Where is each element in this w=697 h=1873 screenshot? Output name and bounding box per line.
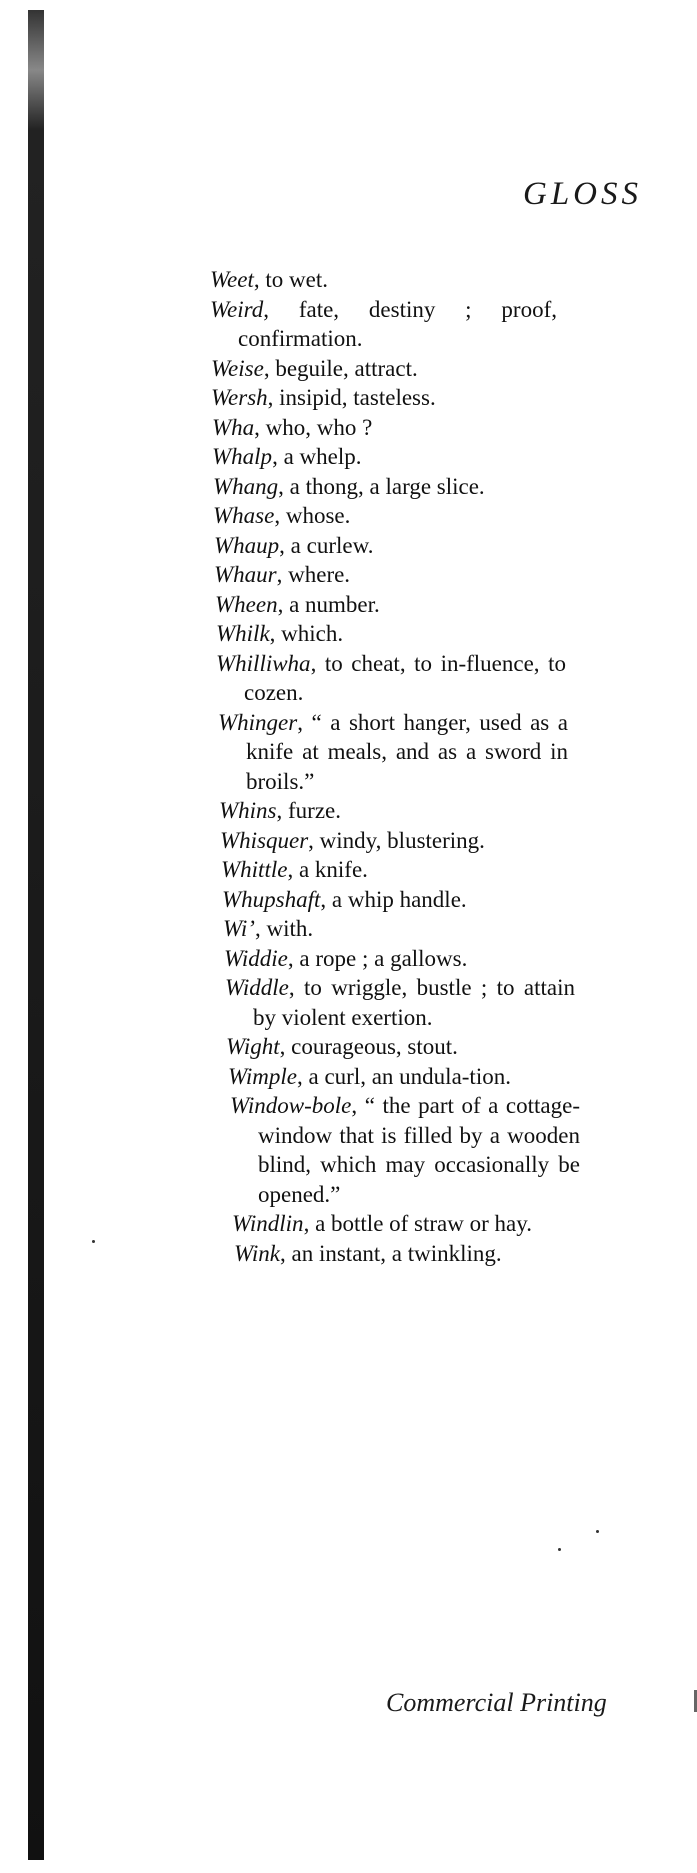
glossary-entry [211, 383, 559, 413]
definition: , windy, blustering. [308, 827, 485, 853]
definition: , an instant, a twinkling. [280, 1240, 502, 1266]
definition: , a rope ; a gallows. [287, 945, 468, 971]
glossary-entry [220, 826, 570, 856]
headword: Weise [211, 355, 264, 381]
page-heading: GLOSS [523, 176, 643, 212]
definition: , a whelp. [272, 444, 362, 469]
headword: Whalp [212, 444, 273, 469]
definition: , fate, destiny ; proof, confirmation. [238, 296, 557, 351]
headword: Whupshaft [222, 886, 321, 912]
headword: Widdle [225, 975, 289, 1000]
headword: Wimple [228, 1063, 297, 1089]
glossary-entry [216, 619, 566, 649]
ink-speck [558, 1548, 561, 1551]
headword: Weird [210, 296, 264, 322]
glossary-entry [223, 914, 573, 944]
definition: , to wet. [253, 267, 328, 292]
glossary-entry [211, 354, 558, 384]
glossary-entry [219, 796, 569, 826]
headword: Whilliwha [216, 650, 311, 676]
glossary-entry [222, 885, 572, 915]
definition: , a knife. [287, 857, 368, 882]
definition: , to cheat, to in-fluence, to cozen. [244, 650, 566, 705]
definition: , courageous, stout. [279, 1034, 458, 1059]
ink-speck [596, 1530, 599, 1533]
headword: Whilk [216, 621, 270, 646]
glossary-entry [234, 1239, 584, 1269]
headword: Wersh [211, 385, 268, 410]
headword: Windlin [232, 1211, 304, 1236]
definition: , a curlew. [279, 532, 374, 558]
definition: , a curl, an undula-tion. [297, 1063, 511, 1089]
page-footer: Commercial Printing [386, 1688, 607, 1717]
glossary-entry [210, 295, 557, 354]
headword: Widdie [224, 945, 288, 971]
glossary-entry [213, 501, 563, 531]
headword: Wha [212, 414, 255, 440]
definition: , beguile, attract. [263, 355, 418, 381]
glossary-entry [225, 973, 575, 1032]
headword: Whins [219, 798, 277, 823]
glossary-entry [218, 708, 568, 797]
glossary-entry [228, 1062, 578, 1092]
glossary-entry [210, 265, 555, 295]
glossary-entry [213, 472, 563, 502]
headword: Whinger [218, 709, 298, 735]
definition: , a thong, a large slice. [278, 473, 485, 499]
glossary-entry [215, 590, 565, 620]
glossary-entry [221, 855, 571, 885]
definition: , with. [254, 916, 314, 941]
definition: , which. [269, 621, 344, 646]
ink-speck [92, 1240, 95, 1243]
definition: , who, who ? [254, 414, 373, 440]
headword: Whase [213, 503, 275, 528]
glossary-entry [216, 649, 566, 708]
definition: , “ a short hanger, used as a knife at meals, and as a sword in broils.” [246, 709, 568, 794]
headword: Wink [234, 1240, 280, 1266]
headword: Whittle [221, 857, 288, 882]
definition: , to wriggle, bustle ; to attain by violent exertion. [253, 975, 575, 1030]
definition: , furze. [276, 798, 341, 823]
definition: , whose. [274, 503, 351, 528]
definition: , a number. [277, 591, 380, 617]
glossary-entry [232, 1209, 582, 1239]
glossary-entry [226, 1032, 576, 1062]
headword: Whisquer [220, 827, 309, 853]
glossary-entry [230, 1091, 580, 1209]
definition: , a bottle of straw or hay. [303, 1211, 533, 1236]
headword: Wheen [215, 591, 278, 617]
headword: Wight [226, 1034, 280, 1059]
headword: Wi’ [223, 916, 255, 941]
glossary-entries [0, 265, 697, 1268]
definition: , where. [276, 562, 351, 587]
headword: Weet [210, 267, 254, 292]
definition: , a whip handle. [320, 886, 467, 912]
headword: Whang [213, 473, 279, 499]
headword: Whaur [214, 562, 277, 587]
headword: Whaup [214, 532, 280, 558]
glossary-entry [212, 413, 560, 443]
definition: , “ the part of a cottage-window that is filled by a wooden blind, which may occasionally be opened.” [258, 1093, 580, 1207]
glossary-entry [214, 560, 564, 590]
definition: , insipid, tasteless. [267, 385, 436, 410]
glossary-entry [212, 442, 561, 472]
glossary-entry [214, 531, 564, 561]
headword: Window-bole [230, 1093, 352, 1118]
glossary-entry [224, 944, 574, 974]
